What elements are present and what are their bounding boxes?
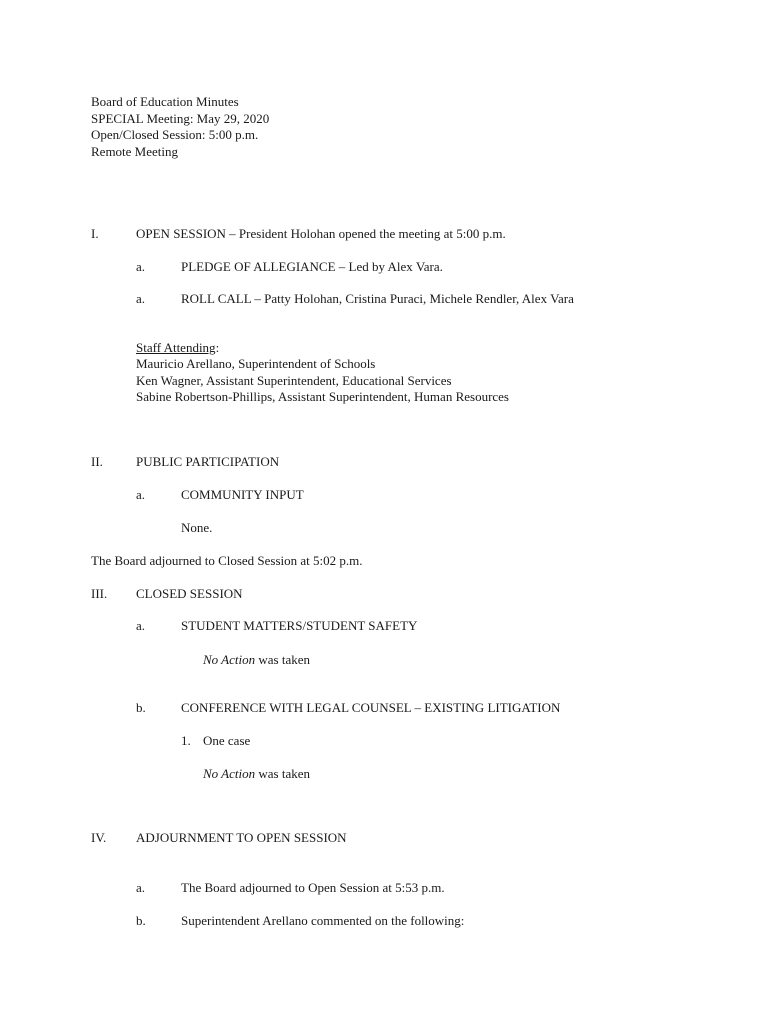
section-3-item-a-letter: a. bbox=[136, 618, 146, 633]
community-input-note: None. bbox=[181, 520, 213, 535]
adjourn-to-closed-session: The Board adjourned to Closed Session at 5:02 p.m. bbox=[91, 553, 363, 568]
section-4-numeral: IV. bbox=[91, 830, 107, 845]
header-meeting-date: SPECIAL Meeting: May 29, 2020 bbox=[91, 111, 270, 126]
legal-counsel-conference: CONFERENCE WITH LEGAL COUNSEL – EXISTING LITIGATION bbox=[181, 700, 561, 715]
section-4-title: ADJOURNMENT TO OPEN SESSION bbox=[136, 830, 347, 845]
header-location: Remote Meeting bbox=[91, 144, 179, 159]
section-4-item-b-letter: b. bbox=[136, 913, 146, 928]
student-matters-action bbox=[203, 651, 310, 668]
roll-call: ROLL CALL – Patty Holohan, Cristina Puraci, Michele Rendler, Alex Vara bbox=[181, 291, 574, 306]
staff-attending-colon: : bbox=[215, 340, 220, 355]
staff-member: Ken Wagner, Assistant Superintendent, Educational Services bbox=[136, 373, 452, 388]
sub-item-number: 1. bbox=[181, 733, 191, 748]
section-3-item-b-letter: b. bbox=[136, 700, 146, 715]
action-emphasis: No Action bbox=[203, 766, 256, 781]
staff-attending-heading bbox=[136, 339, 219, 356]
adjourn-to-open-session: The Board adjourned to Open Session at 5:53 p.m. bbox=[181, 880, 445, 895]
section-1-title: OPEN SESSION – President Holohan opened the meeting at 5:00 p.m. bbox=[136, 226, 506, 241]
section-2-item-a-letter: a. bbox=[136, 487, 146, 502]
staff-member: Mauricio Arellano, Superintendent of Schools bbox=[136, 356, 376, 371]
student-matters: STUDENT MATTERS/STUDENT SAFETY bbox=[181, 618, 418, 633]
pledge-of-allegiance: PLEDGE OF ALLEGIANCE – Led by Alex Vara. bbox=[181, 259, 443, 274]
section-4-item-a-letter: a. bbox=[136, 880, 146, 895]
section-1-numeral: I. bbox=[91, 226, 99, 241]
action-rest: was taken bbox=[255, 766, 310, 781]
staff-attending-label: Staff Attending bbox=[136, 340, 216, 355]
superintendent-comments: Superintendent Arellano commented on the following: bbox=[181, 913, 465, 928]
header-title: Board of Education Minutes bbox=[91, 94, 239, 109]
section-2-numeral: II. bbox=[91, 454, 103, 469]
section-2-title: PUBLIC PARTICIPATION bbox=[136, 454, 280, 469]
section-1-item-b-letter: a. bbox=[136, 291, 146, 306]
community-input: COMMUNITY INPUT bbox=[181, 487, 304, 502]
section-1-item-a-letter: a. bbox=[136, 259, 146, 274]
header-session-time: Open/Closed Session: 5:00 p.m. bbox=[91, 127, 259, 142]
action-rest: was taken bbox=[255, 652, 310, 667]
section-3-numeral: III. bbox=[91, 586, 108, 601]
staff-member: Sabine Robertson-Phillips, Assistant Superintendent, Human Resources bbox=[136, 389, 509, 404]
legal-counsel-action bbox=[203, 765, 310, 782]
section-3-title: CLOSED SESSION bbox=[136, 586, 243, 601]
one-case: One case bbox=[203, 733, 251, 748]
action-emphasis: No Action bbox=[203, 652, 256, 667]
